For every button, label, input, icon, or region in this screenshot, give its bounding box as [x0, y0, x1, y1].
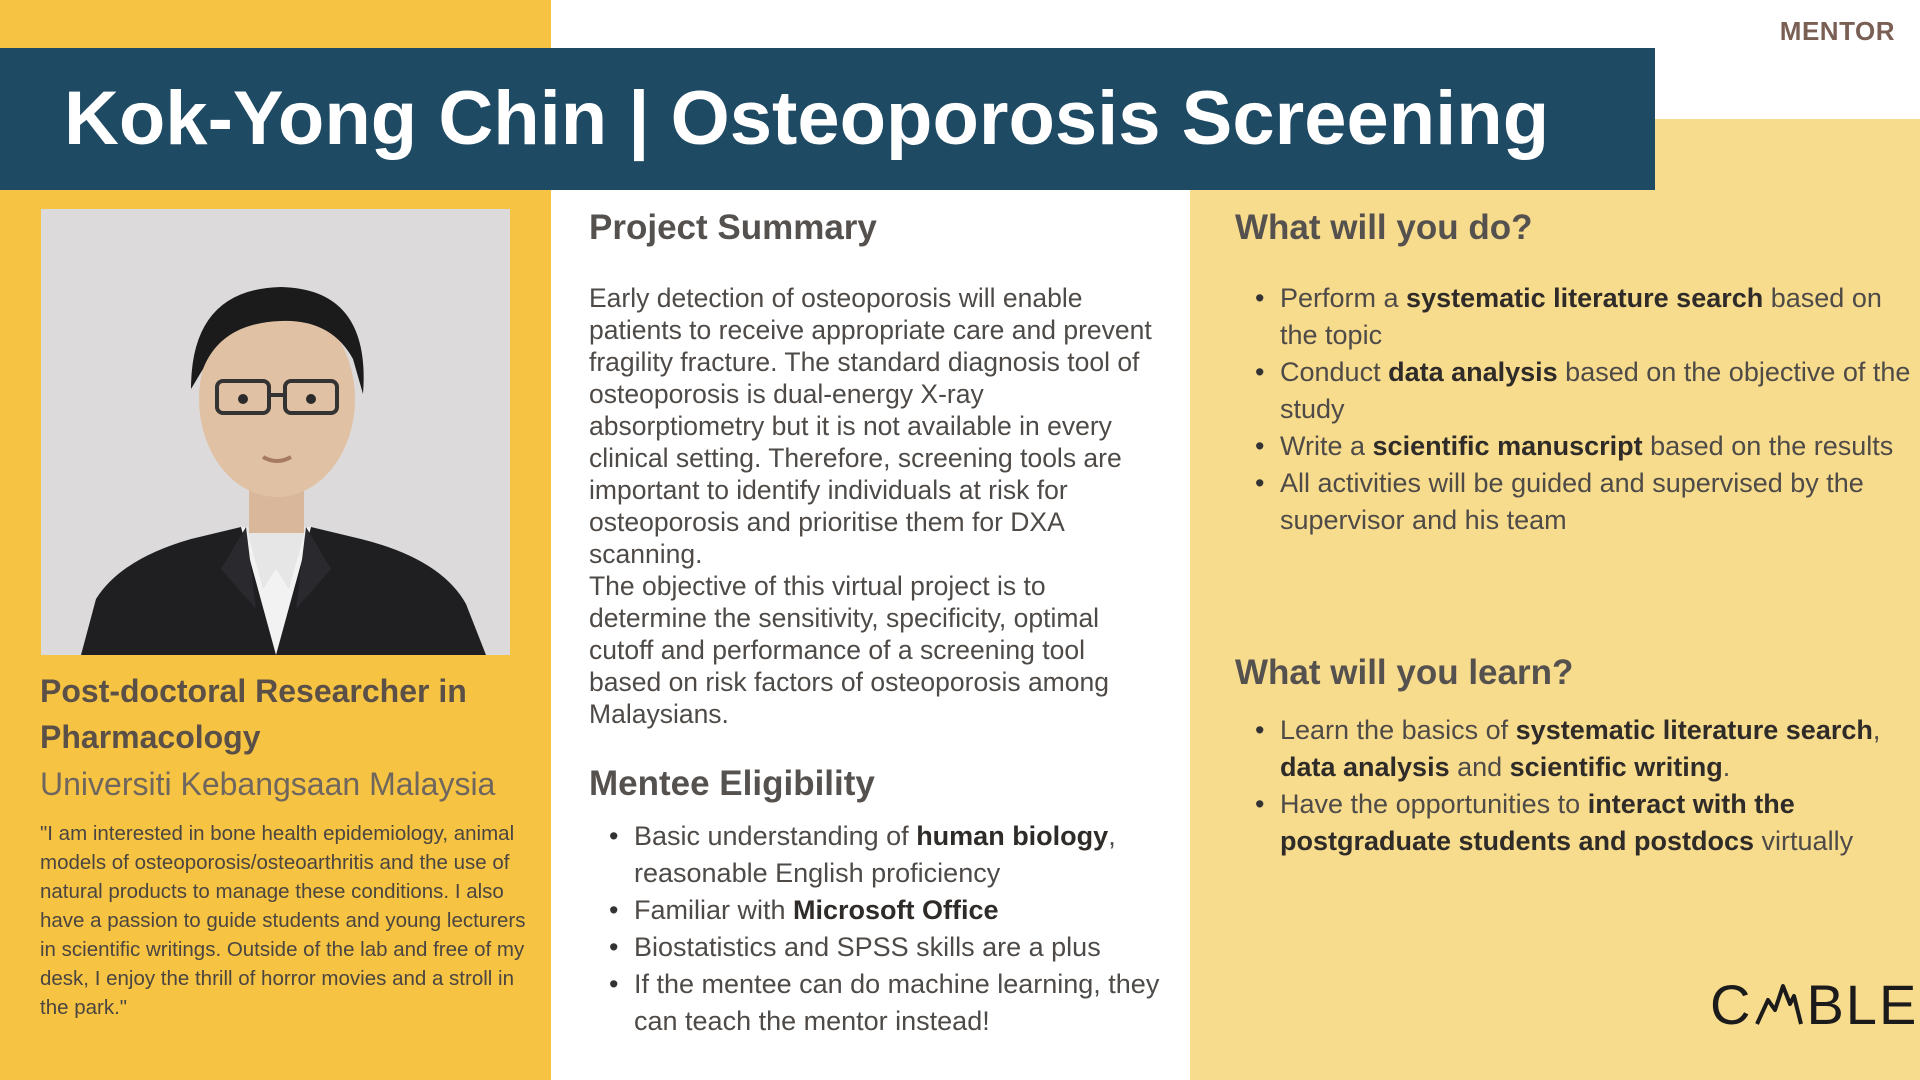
item-text: All activities will be guided and supervised by the supervisor and his team: [1280, 468, 1864, 535]
item-emphasis: human biology: [916, 821, 1109, 851]
item-text: based on the topic: [1280, 283, 1882, 350]
item-text: Learn the basics of: [1280, 715, 1516, 745]
list-item: [1280, 428, 1920, 465]
item-text: Familiar with: [634, 895, 794, 925]
list-item: [1280, 354, 1920, 428]
list-item: [634, 818, 1204, 892]
item-emphasis: scientific writing: [1509, 752, 1723, 782]
item-text: If the mentee can do machine learning, they can teach the mentor instead!: [634, 969, 1160, 1036]
logo-letters: BLE: [1806, 973, 1919, 1036]
list-item: [1280, 280, 1920, 354]
item-text: , reasonable English proficiency: [634, 821, 1116, 888]
project-summary: [589, 282, 1159, 730]
list-item: [1280, 786, 1920, 860]
item-text: and: [1449, 752, 1510, 782]
portrait-illustration: [41, 209, 510, 655]
what-will-you-do-heading: What will you do?: [1235, 208, 1533, 247]
summary-paragraph: The objective of this virtual project is to determine the sensitivity, specificity, optimal cutoff and performance of a screening tool based on risk factors of osteoporosis among Malaysians.: [589, 571, 1109, 729]
item-emphasis: data analysis: [1280, 752, 1450, 782]
list-item: [634, 966, 1204, 1040]
project-summary-heading: Project Summary: [589, 208, 877, 247]
logo-letter-c: C: [1710, 973, 1753, 1036]
cable-logo: [1710, 974, 1918, 1036]
list-item: [1280, 465, 1920, 539]
eligibility-list: [589, 818, 1204, 1040]
item-text: Basic understanding of: [634, 821, 917, 851]
mentor-photo: [41, 209, 510, 655]
item-text: Conduct: [1280, 357, 1389, 387]
item-emphasis: scientific manuscript: [1372, 431, 1643, 461]
mentor-tag: MENTOR: [1779, 16, 1895, 46]
item-emphasis: Microsoft Office: [793, 895, 999, 925]
list-item: [634, 892, 1204, 929]
learn-list: [1235, 712, 1920, 860]
item-text: virtually: [1754, 826, 1854, 856]
item-text: Write a: [1280, 431, 1373, 461]
item-text: based on the objective of the study: [1280, 357, 1911, 424]
mountain-a-icon: [1754, 980, 1804, 1026]
item-text: ,: [1872, 715, 1881, 745]
mentor-affiliation: Universiti Kebangsaan Malaysia: [40, 766, 496, 802]
do-list: [1235, 280, 1920, 539]
page-title: Kok-Yong Chin | Osteoporosis Screening: [64, 76, 1550, 161]
item-text: Perform a: [1280, 283, 1407, 313]
mentor-quote: "I am interested in bone health epidemiology, animal models of osteoporosis/osteoarthritis and the use of natural products to manage these conditions. I also have a passion to guide students and young lecturers in scientific writings. Outside of the lab and free of my desk, I enjoy the thrill of horror movies and a stroll in the park.": [40, 822, 526, 1019]
list-item: [1280, 712, 1920, 786]
item-text: Biostatistics and SPSS skills are a plus: [634, 932, 1101, 962]
item-text: Have the opportunities to: [1280, 789, 1588, 819]
right-panel: [1190, 119, 1920, 1080]
what-will-you-learn-heading: What will you learn?: [1235, 653, 1574, 692]
mentor-role: Post-doctoral Researcher in Pharmacology: [40, 673, 467, 755]
summary-paragraph: Early detection of osteoporosis will enable patients to receive appropriate care and prevent fragility fracture. The standard diagnosis tool of osteoporosis is dual-energy X-ray absorptiometry but it is not available in every clinical setting. Therefore, screening tools are important to identify individuals at risk for osteoporosis and prioritise them for DXA scanning.: [589, 283, 1152, 569]
item-text: based on the results: [1642, 431, 1894, 461]
mentee-eligibility-heading: Mentee Eligibility: [589, 764, 875, 803]
item-emphasis: interact with the postgraduate students and postdocs: [1280, 789, 1795, 856]
item-emphasis: systematic literature search: [1515, 715, 1873, 745]
item-emphasis: systematic literature search: [1406, 283, 1764, 313]
item-emphasis: data analysis: [1388, 357, 1558, 387]
list-item: [634, 929, 1204, 966]
item-text: .: [1722, 752, 1731, 782]
